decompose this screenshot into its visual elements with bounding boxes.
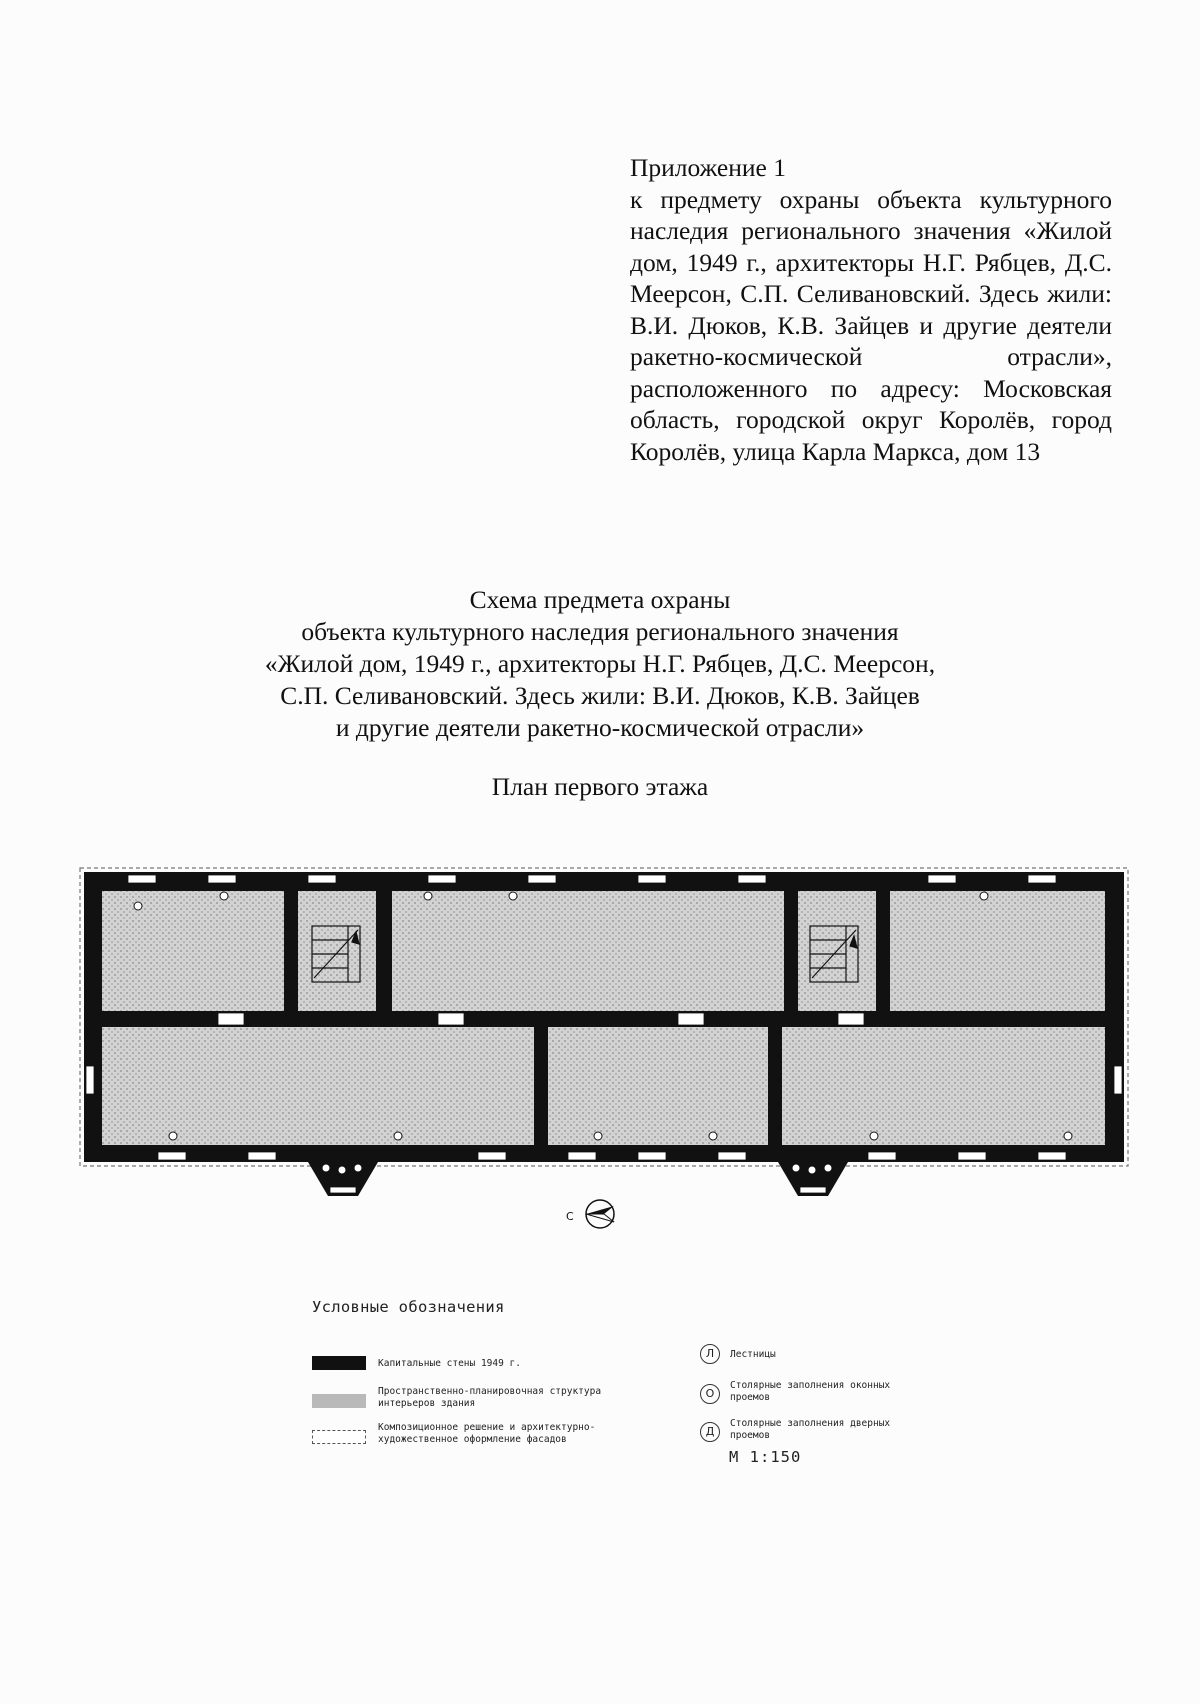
plan-title: План первого этажа [491,772,709,801]
legend-marker-text: Столярные заполнения дверных проемов [730,1418,891,1441]
legend-item-interiors [312,1386,652,1414]
legend-marker-text: Лестницы [730,1349,776,1360]
legend-swatch-interiors [312,1394,366,1408]
scheme-title-line: С.П. Селивановский. Здесь жили: В.И. Дюков, К.В. Зайцев [280,681,920,710]
appendix-text: к предмету охраны объекта культурного наследия регионального значения «Жилой дом, 1949 г., архитекторы Н.Г. Рябцев, Д.С. Меерсон, С.П. Селивановский. Здесь жили: В.И. Дюков, К.В. Зайцев и другие деятели ракетно-космической отрасли», расположенного по адресу: Московская область, городской округ Королёв, город Королёв, улица Карла Маркса, дом 13 [630,184,1112,466]
appendix-label: Приложение 1 [630,153,786,182]
legend-swatch-walls [312,1356,366,1370]
stairs-marker-icon: Л [700,1344,720,1364]
appendix-header [630,152,1112,467]
legend-swatch-facades [312,1430,366,1444]
legend-marker-stairs [700,1344,930,1366]
north-arrow-icon [560,1195,630,1233]
legend-text: Пространственно-планировочная структура интерьеров здания [378,1386,602,1409]
legend-marker-doors [700,1418,930,1444]
north-label: С [566,1210,574,1223]
legend-text: Композиционное решение и архитектурно-художественное оформление фасадов [378,1422,596,1445]
window-marker-icon: О [700,1384,720,1404]
legend-item-walls [312,1356,652,1372]
scheme-title-line: «Жилой дом, 1949 г., архитекторы Н.Г. Рябцев, Д.С. Меерсон, [264,649,936,678]
legend [312,1298,932,1468]
scale-label: М 1:150 [729,1448,802,1466]
scheme-title [150,584,1050,744]
legend-marker-windows [700,1380,930,1406]
legend-heading: Условные обозначения [312,1298,505,1316]
scheme-title-line: объекта культурного наследия регионального значения [301,617,899,646]
door-marker-icon: Д [700,1422,720,1442]
legend-text: Капитальные стены 1949 г. [378,1358,521,1369]
floor-plan [78,866,1130,1208]
bay-window [308,1162,848,1196]
legend-marker-text: Столярные заполнения оконных проемов [730,1380,891,1403]
scheme-title-line: Схема предмета охраны [469,585,731,614]
legend-item-facades [312,1422,652,1450]
scheme-title-line: и другие деятели ракетно-космической отрасли» [335,713,865,742]
